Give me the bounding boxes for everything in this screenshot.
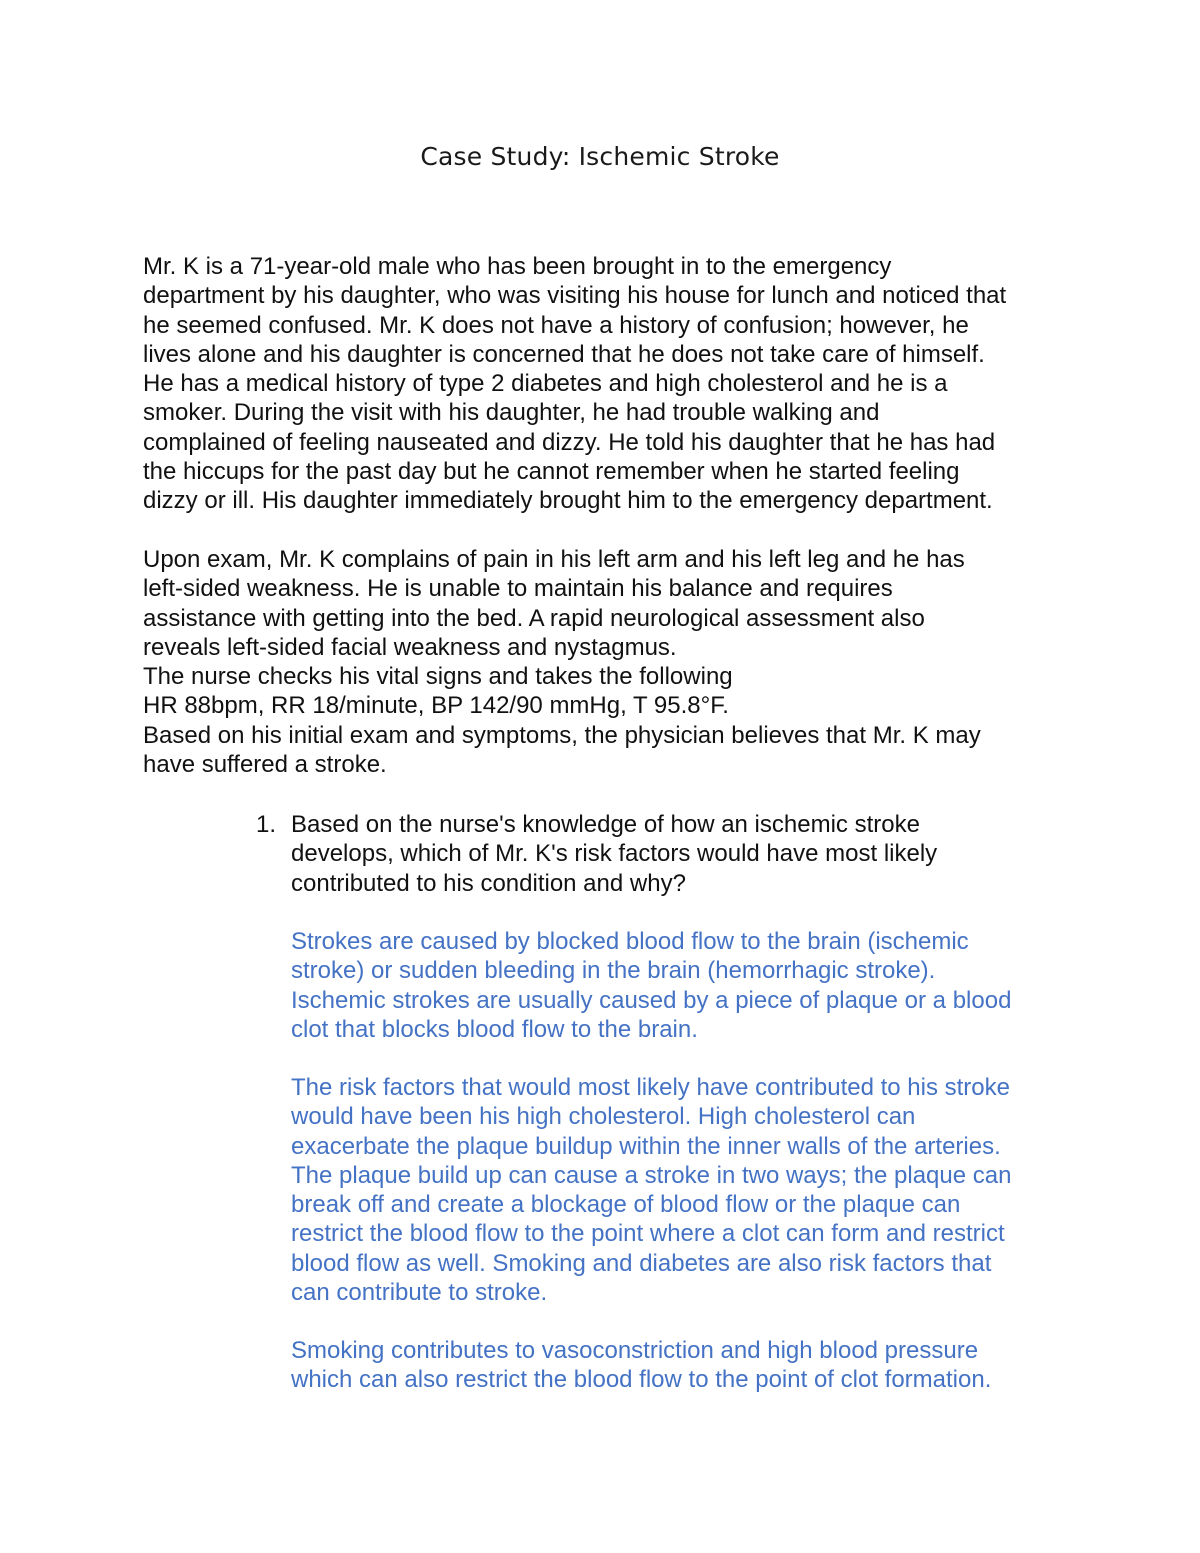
- text-line: assistance with getting into the bed. A rapid neurological assessment also: [143, 604, 925, 632]
- answer-line: The plaque build up can cause a stroke in two ways; the plaque can: [291, 1161, 1012, 1189]
- answer-paragraph-risk-factors: [291, 1073, 1151, 1307]
- text-line: The nurse checks his vital signs and takes the following: [143, 663, 733, 691]
- answer-line: Smoking contributes to vasoconstriction and high blood pressure: [291, 1337, 979, 1364]
- answer-line: break off and create a blockage of blood flow or the plaque can: [291, 1191, 961, 1219]
- text-line: develops, which of Mr. K's risk factors would have most likely: [291, 840, 938, 868]
- text-line: smoker. During the visit with his daughter, he had trouble walking and: [143, 399, 880, 427]
- case-paragraph-history: [143, 252, 1143, 516]
- answer-line: Ischemic strokes are usually caused by a piece of plaque or a blood: [291, 986, 1012, 1014]
- question-number: 1.: [256, 811, 277, 838]
- answer-line: blood flow as well. Smoking and diabetes are also risk factors that: [291, 1249, 992, 1277]
- question-text: [291, 810, 937, 898]
- answer-line: exacerbate the plaque buildup within the inner walls of the arteries.: [291, 1132, 1001, 1160]
- text-line: have suffered a stroke.: [143, 751, 387, 779]
- answer-line: clot that blocks blood flow to the brain.: [291, 1015, 698, 1043]
- answer-line: which can also restrict the blood flow to the point of clot formation.: [291, 1366, 992, 1394]
- text-line: department by his daughter, who was visiting his house for lunch and noticed that: [143, 282, 1007, 310]
- text-line: contributed to his condition and why?: [291, 869, 686, 897]
- answer-line: stroke) or sudden bleeding in the brain (hemorrhagic stroke).: [291, 957, 936, 985]
- text-line: left-sided weakness. He is unable to maintain his balance and requires: [143, 575, 893, 603]
- document-title: Case Study: Ischemic Stroke: [420, 142, 780, 171]
- answer-line: Strokes are caused by blocked blood flow to the brain (ischemic: [291, 928, 969, 955]
- answer-line: would have been his high cholesterol. High cholesterol can: [291, 1103, 916, 1131]
- text-line: complained of feeling nauseated and dizzy. He told his daughter that he has had: [143, 428, 996, 456]
- text-line: lives alone and his daughter is concerned that he does not take care of himself.: [143, 340, 985, 368]
- text-line: Based on his initial exam and symptoms, the physician believes that Mr. K may: [143, 721, 981, 749]
- answer-paragraph-causes: [291, 927, 1151, 1044]
- vital-signs-line: HR 88bpm, RR 18/minute, BP 142/90 mmHg, T 95.8°F.: [143, 692, 729, 720]
- answer-paragraph-smoking: [291, 1336, 1151, 1395]
- text-line: he seemed confused. Mr. K does not have a history of confusion; however, he: [143, 311, 969, 339]
- text-line: reveals left-sided facial weakness and nystagmus.: [143, 633, 677, 661]
- answer-line: can contribute to stroke.: [291, 1279, 548, 1307]
- text-line: Upon exam, Mr. K complains of pain in his left arm and his left leg and he has: [143, 546, 965, 573]
- text-line: Mr. K is a 71-year-old male who has been brought in to the emergency: [143, 253, 892, 280]
- answer-line: restrict the blood flow to the point where a clot can form and restrict: [291, 1220, 1005, 1248]
- answer-line: The risk factors that would most likely have contributed to his stroke: [291, 1074, 1010, 1101]
- text-line: He has a medical history of type 2 diabetes and high cholesterol and he is a: [143, 370, 948, 398]
- text-line: Based on the nurse's knowledge of how an ischemic stroke: [291, 811, 920, 838]
- text-line: the hiccups for the past day but he cannot remember when he started feeling: [143, 458, 960, 486]
- text-line: dizzy or ill. His daughter immediately brought him to the emergency department.: [143, 487, 993, 515]
- case-paragraph-exam: [143, 545, 1143, 779]
